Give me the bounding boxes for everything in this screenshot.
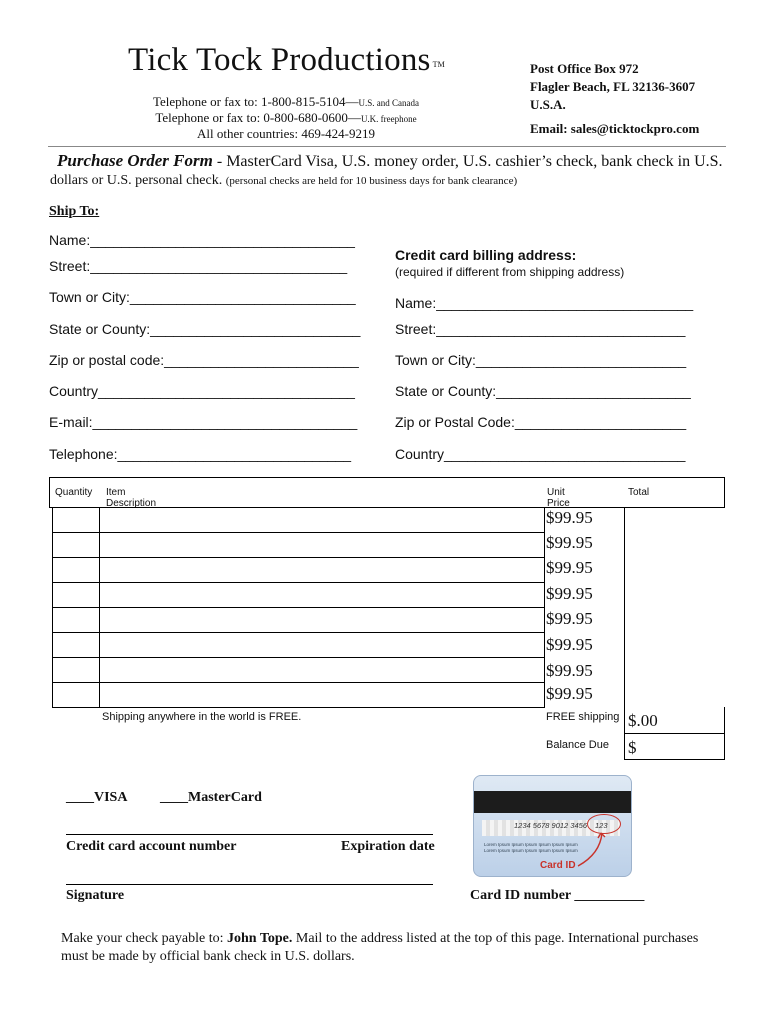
shipping-note: Shipping anywhere in the world is FREE. [102,711,302,723]
unit-price: $99.95 [546,584,593,603]
unit-price: $99.95 [546,661,593,680]
col-description: Item Description [106,487,157,509]
grid-row-line [52,657,544,658]
bill-zip-field[interactable]: Zip or Postal Code:______________________ [395,414,687,430]
shipping-value: $.00 [628,711,658,730]
col-total: Total [628,487,650,498]
card-id-caption: Card ID [540,860,576,871]
trademark: TM [432,60,445,69]
mailing-address: Post Office Box 972 Flagler Beach, FL 32136-3607 U.S.A. [530,61,696,112]
free-shipping-label: FREE shipping [546,711,620,723]
mastercard-checkbox[interactable]: ____MasterCard [160,790,262,805]
grid-row-line [52,582,544,583]
divider [48,146,726,147]
grid-row-line [52,557,544,558]
ship-state-field[interactable]: State or County:___________________________ [49,321,361,337]
email-address: Email: sales@ticktockpro.com [530,121,700,136]
ship-country-field[interactable]: Country_________________________________ [49,383,355,399]
payee-name: John Tope. [227,931,293,946]
unit-price: $99.95 [546,609,593,628]
ship-telephone-field[interactable]: Telephone:______________________________ [49,446,352,462]
grid-row-line [52,607,544,608]
expiration-label: Expiration date [341,839,435,854]
balance-due-label: Balance Due [546,739,609,751]
grid-row-line [624,733,725,734]
grid-divider [624,507,625,708]
balance-due-value[interactable]: $ [628,738,637,757]
payment-methods: dollars or U.S. personal check. (personal checks are held for 10 business days for bank clearance) [50,173,518,188]
ship-email-field[interactable]: E-mail:__________________________________ [49,414,358,430]
grid-divider [52,707,544,708]
ship-town-field[interactable]: Town or City:_____________________________ [49,289,356,305]
grid-divider [544,507,545,708]
card-number-sample: 1234 5678 9012 3456 [514,821,587,830]
ship-street-field[interactable]: Street:_________________________________ [49,258,348,274]
signature-label: Signature [66,888,125,903]
grid-row-line [52,532,544,533]
grid-row-line [52,682,544,683]
card-fine-print: Lorem Ipsum Ipsum Ipsum Ipsum Ipsum Ipsum [484,848,578,853]
unit-price: $99.95 [546,635,593,654]
ship-zip-field[interactable]: Zip or postal code:_________________________ [49,352,359,368]
unit-price: $99.95 [546,558,593,577]
col-quantity: Quantity [55,487,93,498]
unit-price: $99.95 [546,533,593,552]
phone-other: All other countries: 469-424-9219 [197,126,375,141]
signature-line[interactable] [66,884,433,885]
card-fine-print: Lorem Ipsum Ipsum Ipsum Ipsum Ipsum Ipsum [484,842,578,847]
col-unit-price: Unit Price [547,487,570,509]
unit-price: $99.95 [546,508,593,527]
bill-name-field[interactable]: Name:_________________________________ [395,295,694,311]
cc-number-label: Credit card account number [66,839,237,854]
payment-instructions: Make your check payable to: John Tope. Mail to the address listed at the top of this page. International purchases must be made by official bank check in U.S. dollars. [61,931,699,964]
unit-price: $99.95 [546,684,593,703]
bill-state-field[interactable]: State or County:_________________________ [395,383,691,399]
ship-name-field[interactable]: Name:__________________________________ [49,232,355,248]
company-name: Tick Tock Productions ™ [128,42,445,78]
card-id-field[interactable]: Card ID number __________ [470,888,645,903]
visa-checkbox[interactable]: ____VISA [66,790,128,805]
credit-card-back-illustration [473,775,632,877]
billing-note: (required if different from shipping address) [395,265,625,279]
bill-town-field[interactable]: Town or City:___________________________ [395,352,687,368]
po-title-line: Purchase Order Form - MasterCard Visa, U.S. money order, U.S. cashier’s check, bank check in U.S. [57,151,723,170]
billing-heading: Credit card billing address: [395,247,577,263]
page-title: Purchase Order Form [57,151,213,170]
card-security-code: 123 [595,821,608,830]
cc-number-line[interactable] [66,834,433,835]
phone-us: Telephone or fax to: 1-800-815-5104—U.S. and Canada [152,94,420,109]
grid-row-line [52,632,544,633]
phone-uk: Telephone or fax to: 0-800-680-0600—U.K. freephone [155,110,417,125]
bill-street-field[interactable]: Street:________________________________ [395,321,686,337]
bill-country-field[interactable]: Country_______________________________ [395,446,686,462]
ship-to-heading: Ship To: [49,204,100,219]
